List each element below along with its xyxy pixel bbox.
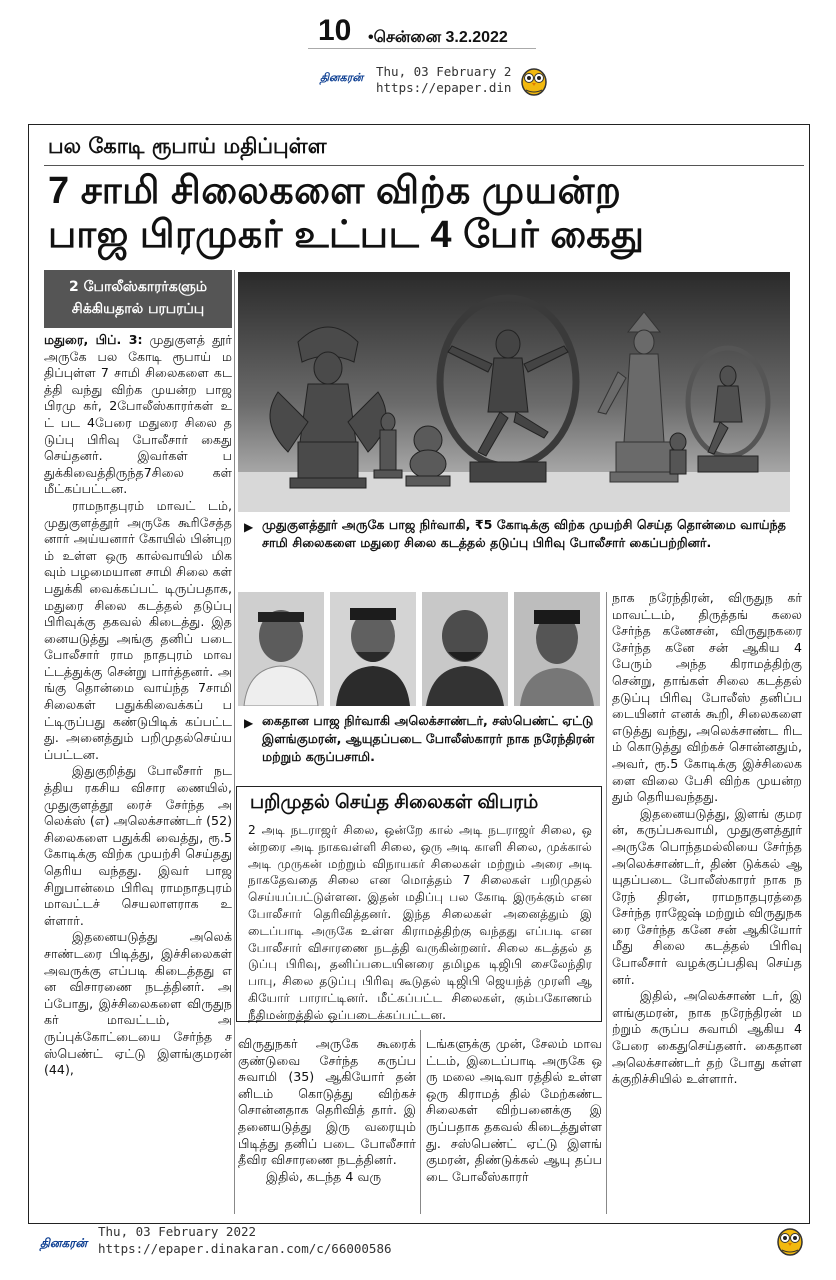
paragraph: இதுகுறித்து போலீசார் நடத்திய ரகசிய விசார ணையில், முதுகுளத்தூ ரைச் சேர்ந்த அலெக்ஸ் (எ) அலெக்சாண்டர் (52) சிலைகளை பதுக்கி வைத்து, ரூ.5 கோடிக்கு விற்க முயற்சி செய்தது தெரிய வந்தது. இவர் பாஜ சிறுபான்மை பிரிவு ராமநாதபுரம் மாவட்டச் செயலாளராக உள்ளார். — [44, 763, 232, 928]
paragraph: இதில், கடந்த 4 வரு — [266, 1168, 382, 1184]
owl-icon — [774, 1224, 806, 1256]
paragraph: டங்களுக்கு முன், சேலம் மாவட்டம், இடைப்பாடி அருகே ஒரு மலை அடிவா ரத்தில் உள்ள ஒரு கிராமத் தில் மேற்கண்ட சிலைகள் விற்பனைக்கு இருப்பதாக தகவல் கிடைத்துள்ளது. சஸ்பெண்ட் ஏட்டு இளங் குமரன், திண்டுக்கல் ஆயு தப்படை போலீஸ்காரர் — [426, 1036, 602, 1184]
caption-arrow-icon: ▶ — [244, 716, 254, 730]
subhead-box — [44, 270, 232, 328]
headline-line-1: 7 சாமி சிலைகளை விற்க முயன்ற — [48, 170, 622, 212]
paragraph-text: முதுகுளத் தூர் அருகே பல கோடி ரூபாய் மதிப்புள்ள 7 சாமி சிலைகளை கடத்தி வந்து விற்க முயன்ற பாஜ பிரமு கர், 2போலீஸ்காரர்கள் உட் பட 4பேரை மதுரை சிலை தடுப்பு பிரிவு போலீசார் கைது செய்தனர். இவர்கள் பதுக்கிவைத்திருந்த7சிலை கள் மீட்கப்பட்டன. — [44, 332, 232, 497]
masthead-rule — [308, 48, 536, 49]
kicker: பல கோடி ரூபாய் மதிப்புள்ள — [48, 134, 327, 158]
page-number: 10 — [318, 14, 352, 47]
idols-photo — [238, 272, 790, 512]
footer-date: Thu, 03 February 2022 — [98, 1224, 257, 1239]
column-2 — [238, 1036, 416, 1216]
stamp-date: Thu, 03 February 2 — [376, 64, 512, 79]
column-3 — [426, 1036, 602, 1216]
column-divider — [420, 1030, 421, 1214]
paragraph: இதனையடுத்து, இளங் குமரன், கருப்பசுவாமி, முதுகுளத்தூர் அருகே பொந்தமல்லியை சேர்ந்த அலெக்சாண்டர், திண் டுக்கல் ஆயுதப்படை போலீஸ்காரர் நாக நரேந் திரன், ராமநாதபுரத்தை சேர்ந்த ராஜேஷ் மற்றும் விருதுநகரை சேர்ந்த கனே சன் ஆகியோர் மீது சிலை கடத்தல் பிரிவு போலீசார் வழக்குப்பதிவு செய்தனர். — [612, 805, 802, 987]
box-title: பறிமுதல் செய்த சிலைகள் விபரம் — [250, 792, 539, 813]
kicker-rule — [44, 165, 804, 166]
caption-arrow-icon: ▶ — [244, 520, 254, 534]
subhead-line-1: 2 போலீஸ்காரர்களும் — [68, 279, 208, 295]
photo2-caption: கைதான பாஜ நிர்வாகி அலெக்சாண்டர், சஸ்பெண்ட் ஏட்டு இளங்குமரன், ஆயுதப்படை போலீஸ்காரர் நாக நரேந்திரன் மற்றும் கருப்பசாமி. — [262, 713, 595, 764]
footer-url[interactable]: https://epaper.dinakaran.com/c/66000586 — [98, 1241, 392, 1256]
column-1 — [44, 332, 232, 1212]
paragraph: இதனையடுத்து அலெக் சாண்டரை பிடித்து, இச்சிலைகள் அவருக்கு எப்படி கிடைத்தது என விசாரணை நடத்தினர். அப்போது, இச்சிலைகளை விருதுநகர் மாவட்டம், அருப்புக்கோட்டையை சேர்ந்த சஸ்பெண்ட் ஏட்டு இளங்குமரன் (44), — [44, 929, 232, 1078]
paragraph — [44, 332, 232, 498]
footer-logo: தினகரன் — [40, 1236, 87, 1250]
paragraph: நாக நரேந்திரன், விருதுந கர் மாவட்டம், திருத்தங் கலை சேர்ந்த கணேசன், விருதுநகரை சேர்ந்த கனே சன் ஆகிய 4 பேரும் அந்த கிராமத்திற்கு சென்று, தாங்கள் சிலை கடத்தல் தடுப்பு பிரிவு போலீஸ் தனிப்படையினர் எனக் கூறி, சிலைகளை எடுத்து வந்து, அலெக்சாண்ட ரிடம் கொடுத்து விற்கச் சொன்னதும், அவர், ரூ.5 கோடிக்கு இச்சிலைகளை விலை பேசி விற்க முயன்ற தும் தெரியவந்தது. — [612, 590, 802, 805]
photo1-caption: முதுகுளத்தூர் அருகே பாஜ நிர்வாகி, ₹5 கோடிக்கு விற்க முயற்சி செய்த தொன்மை வாய்ந்த சாமி சிலைகளை மதுரை சிலை கடத்தல் தடுப்பு பிரிவு போலீசார் கைப்பற்றினர். — [262, 517, 786, 550]
headline-line-2: பாஜ பிரமுகர் உட்பட 4 பேர் கைது — [48, 214, 645, 256]
accused-photos — [238, 592, 600, 706]
paragraph: ராமநாதபுரம் மாவட் டம், முதுகுளத்தூர் அருகே கூரிசேத்தனார் அய்யனார் கோயில் பின்புறம் உள்ள ஒரு கால்வாயில் மிகவும் பழமையான சாமி சிலை கள் பதுக்கி வைக்கப்பட் டிருப்பதாக, மதுரை சிலை கடத்தல் தடுப்பு பிரிவுக்கு தகவல் கிடைத்து. இத னையடுத்து அங்கு தனிப் படை போலீசார் ராம நாதபுரம் மாவட்டத்துக்கு சென்று பார்த்தனர். அங்கு தொன்மை வாய்ந்த 7சாமி சிலைகள் பதுக்கிவைக்கப் பட்டிருப்பது கண்டுபிடிக் கப்பட்டது. அனைத்தும் பறிமுதல்செய்யப்பட்டன. — [44, 497, 232, 762]
masthead-logo: தினகரன் — [320, 72, 364, 84]
paragraph: விருதுநகர் அருகே கூரைக் குண்டுவை சேர்ந்த கருப்ப சுவாமி (35) ஆகியோர் தன் னிடம் கொடுத்து விற்கச் சொன்னதாக தெரிவித் தார். இதனையடுத்து இரு வரையும் பிடித்து தனிப் படை போலீசார் தீவிர விசாரணை நடத்தினர். — [238, 1036, 416, 1168]
column-4 — [612, 590, 802, 1214]
subhead-line-2: சிக்கியதால் பரபரப்பு — [71, 301, 205, 317]
box-body: 2 அடி நடராஜர் சிலை, ஒன்றே கால் அடி நடராஜர் சிலை, ஒன்றரை அடி நாகவள்ளி சிலை, ஒரு அடி காளி சிலை, முக்கால் அடி முருகன் மற்றும் விநாயகர் சிலைகள் மற்றும் அரை அடி நாகதேவதை சிலை என மொத்தம் 7 சிலைகள் பறிமுதல் செய்யப்பட்டுள்ளன. இதன் மதிப்பு பல கோடி இருக்கும் என போலீசார் தெரிவித்தனர். இந்த சிலைகள் அனைத்தும் இடைப்பாடி அருகே உள்ள கிராமத்திற்கு வந்தது எப்படி என போலீசார் விசாரணை நடத்தி வருகின்றனர். சிலை கடத்தல் தடுப்பு பிரிவு, தனிப்படையினரை தமிழக டிஜிபி சைலேந்திரபாபு, சிலை தடுப்பு பிரிவு கூடுதல் டிஜிபி ஜெயந்த் முரளி ஆகியோர் பாராட்டினர். மீட்கப்பட்ட சிலைகள், கும்பகோணம் நீதிமன்றத்தில் ஒப்படைக்கப்பட்டன. — [248, 823, 592, 1022]
stamp-url[interactable]: https://epaper.din — [376, 80, 512, 95]
dateline: •சென்னை 3.2.2022 — [368, 29, 508, 46]
column-divider — [606, 592, 607, 1214]
owl-icon — [518, 64, 550, 96]
dateline-lead: மதுரை, பிப். 3: — [44, 332, 143, 347]
paragraph: இதில், அலெக்சாண் டர், இளங்குமரன், நாக நரேந்திரன் மற்றும் கருப்ப சுவாமி ஆகிய 4 பேரை கைதுசெய்தனர். கைதான அலெக்சாண்டர் தற் போது கள்ளக்குறிச்சியில் உள்ளார். — [612, 988, 802, 1087]
column-divider — [234, 270, 235, 1214]
